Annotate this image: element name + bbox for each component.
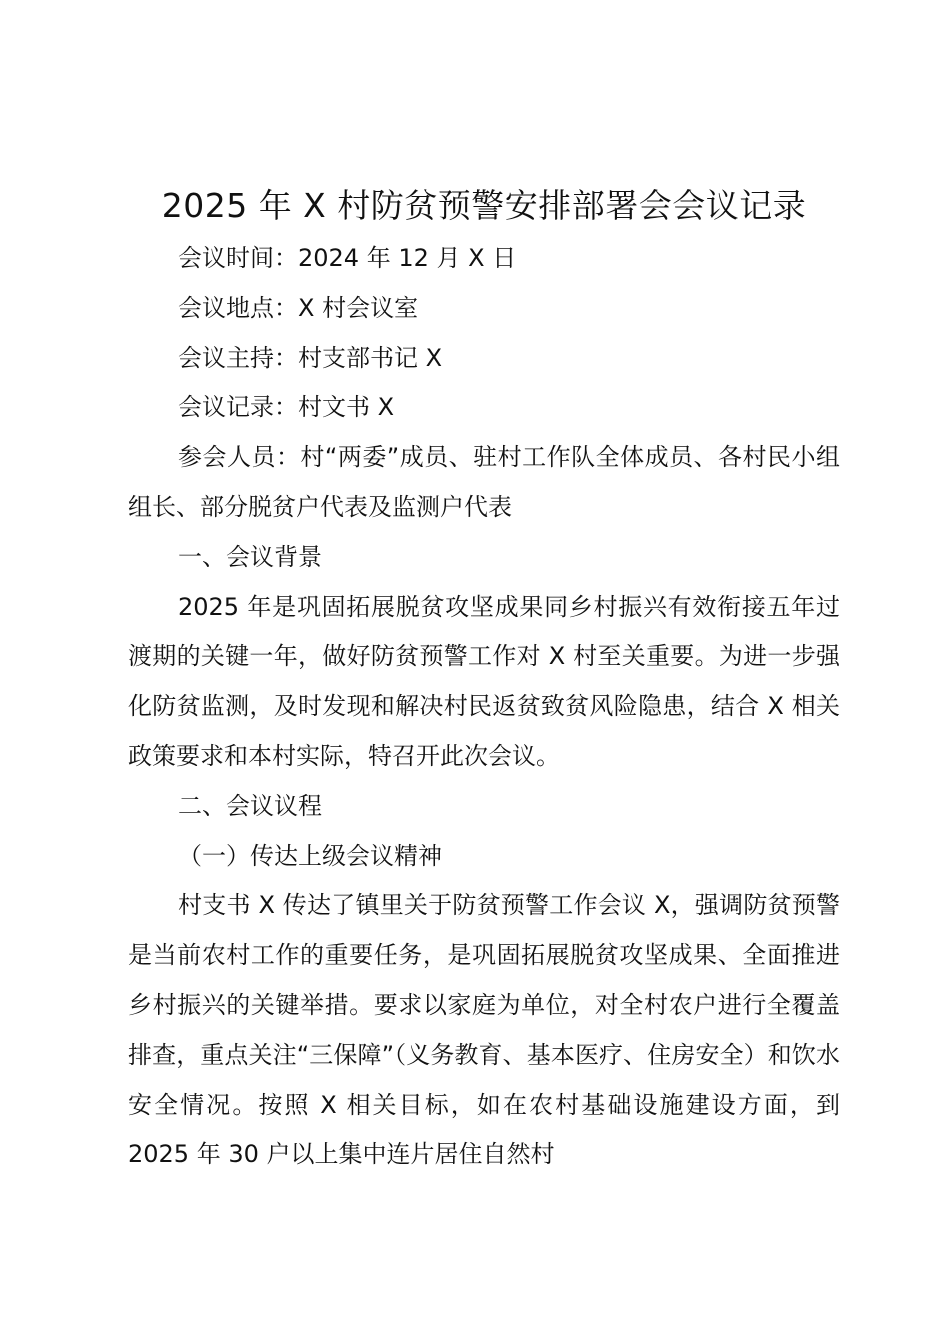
section-body-background: 2025 年是巩固拓展脱贫攻坚成果同乡村振兴有效衔接五年过渡期的关键一年，做好防贫预警工作对 X 村至关重要。为进一步强化防贫监测，及时发现和解决村民返贫致贫风险隐患，结合 X 相关政策要求和本村实际，特召开此次会议。 — [128, 592, 840, 770]
document-title: 2025 年 X 村防贫预警安排部署会会议记录 — [161, 186, 807, 225]
meeting-host: 会议主持：村支部书记 X — [178, 343, 443, 372]
subsection-body-convey: 村支书 X 传达了镇里关于防贫预警工作会议 X，强调防贫预警是当前农村工作的重要任务，是巩固拓展脱贫攻坚成果、全面推进乡村振兴的关键举措。要求以家庭为单位，对全村农户进行全覆盖排查，重点关注“三保障”（义务教育、基本医疗、住房安全）和饮水安全情况。按照 X 相关目标，如在农村基础设施建设方面，到 2025 年 30 户以上集中连片居住自然村 — [128, 891, 840, 1169]
meeting-recorder: 会议记录：村文书 X — [178, 393, 395, 422]
subsection-heading-convey: （一）传达上级会议精神 — [178, 841, 442, 870]
document-page — [128, 178, 840, 1180]
meeting-attendees: 参会人员：村“两委”成员、驻村工作队全体成员、各村民小组组长、部分脱贫户代表及监测户代表 — [128, 443, 840, 521]
meeting-time: 会议时间：2024 年 12 月 X 日 — [178, 244, 517, 272]
section-heading-agenda: 二、会议议程 — [178, 791, 322, 820]
meeting-place: 会议地点：X 村会议室 — [178, 293, 419, 322]
section-heading-background: 一、会议背景 — [178, 542, 322, 571]
